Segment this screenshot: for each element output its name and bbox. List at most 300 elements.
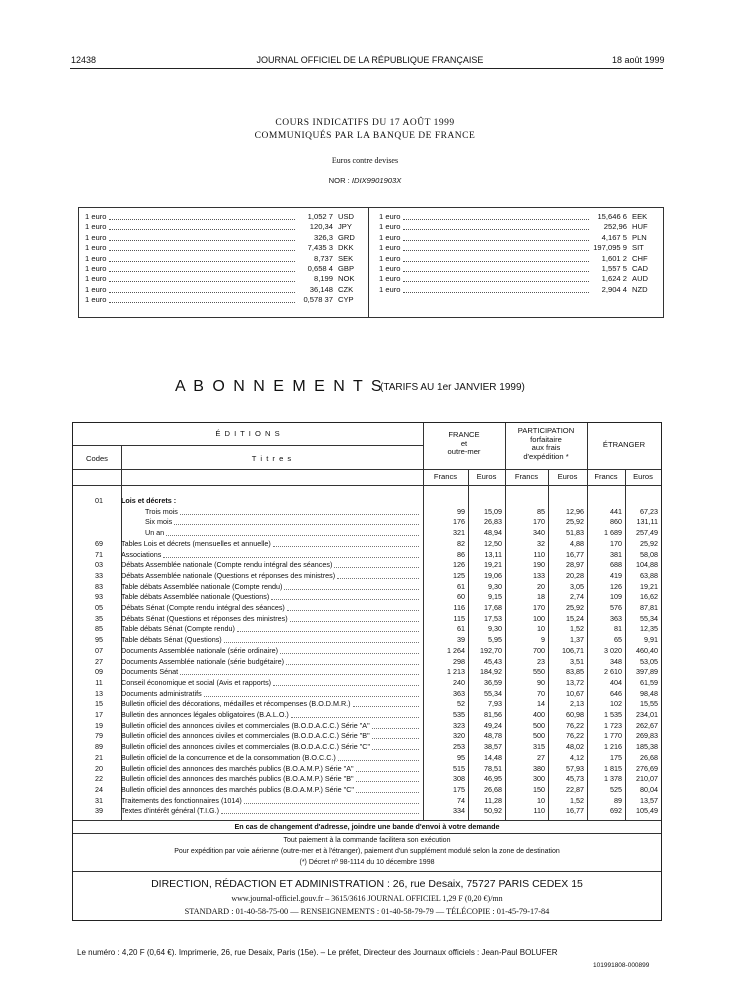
price-e3: 9,91 <box>644 635 658 645</box>
rate-line <box>373 264 659 274</box>
price-f3: 65 <box>614 635 622 645</box>
price-e1: 5,95 <box>488 635 502 645</box>
row-title: Trois mois <box>145 506 178 516</box>
rate-leader <box>109 261 295 262</box>
row-code: 09 <box>95 667 103 677</box>
row-title: Table débats Assemblée nationale (Compte rendu) <box>121 581 283 591</box>
price-e2: 4,88 <box>570 538 584 548</box>
rate-leader <box>109 250 295 251</box>
rate-line <box>373 254 659 264</box>
price-f1: 253 <box>453 742 465 752</box>
row-leader <box>338 760 419 761</box>
table-row <box>73 699 661 709</box>
rate-leader <box>403 219 589 220</box>
rate-leader <box>403 229 589 230</box>
price-e1: 49,24 <box>484 720 502 730</box>
price-e1: 81,56 <box>484 710 502 719</box>
price-f1: 535 <box>453 710 465 719</box>
decree-notice: (*) Décret nº 98-1114 du 10 décembre 1998 <box>299 859 435 866</box>
row-title: Table débats Assemblée nationale (Questions) <box>121 592 270 602</box>
francs-header-3: Francs <box>594 472 618 481</box>
rate-value: 2,904 4 <box>601 284 627 294</box>
price-e2: 25,92 <box>566 603 584 612</box>
rate-value: 4,167 5 <box>601 232 627 242</box>
price-e1: 78,51 <box>484 763 502 773</box>
row-code: 39 <box>95 806 103 816</box>
price-f1: 39 <box>457 635 465 645</box>
price-f1: 176 <box>453 517 465 527</box>
price-f1: 240 <box>453 677 465 687</box>
price-e3: 276,69 <box>636 763 658 773</box>
rate-line <box>79 212 365 222</box>
row-title: Table débats Sénat (Compte rendu) <box>121 624 235 634</box>
rate-currency: NZD <box>632 284 648 294</box>
header-rule <box>70 68 663 69</box>
rate-line <box>373 212 659 222</box>
price-f1: 334 <box>453 806 465 816</box>
price-f2: 27 <box>537 752 545 762</box>
euros-header-1: Euros <box>476 472 497 481</box>
price-f3: 1 770 <box>604 731 622 741</box>
rate-currency: AUD <box>632 274 649 284</box>
rates-divider <box>368 208 369 317</box>
table-row <box>73 624 661 634</box>
price-e2: 2,13 <box>570 699 584 709</box>
price-f2: 500 <box>533 731 545 741</box>
price-e1: 9,30 <box>488 581 502 591</box>
row-title: Débats Sénat (Questions et réponses des ministres) <box>121 613 288 623</box>
row-code: 19 <box>95 720 103 730</box>
price-e1: 11,28 <box>484 795 502 805</box>
price-e2: 22,87 <box>566 784 584 794</box>
row-code: 95 <box>95 635 103 645</box>
price-e2: 76,22 <box>566 720 584 730</box>
price-e2: 12,96 <box>566 506 584 516</box>
table-row <box>73 571 661 581</box>
price-f2: 10 <box>537 795 545 805</box>
price-e1: 19,21 <box>484 560 502 570</box>
price-f2: 190 <box>533 560 545 570</box>
rate-line <box>79 285 365 295</box>
rate-label: 1 euro <box>85 232 107 242</box>
row-leader <box>237 631 419 632</box>
row-title: Conseil économique et social (Avis et rapports) <box>121 677 272 687</box>
row-code: 24 <box>95 784 103 794</box>
price-f2: 170 <box>533 603 545 612</box>
price-e3: 25,92 <box>640 538 658 548</box>
row-title: Bulletin officiel des annonces civiles et commerciales (B.O.D.A.C.C.) Série "A" <box>121 720 370 730</box>
row-code: 79 <box>95 731 103 741</box>
table-row <box>73 646 661 656</box>
table-row <box>73 742 661 752</box>
rate-currency: GBP <box>338 263 355 273</box>
price-e2: 16,77 <box>566 549 584 559</box>
row-code: 33 <box>95 570 103 580</box>
rate-value: 1,052 7 <box>307 212 333 221</box>
rate-line <box>79 274 365 284</box>
rate-label: 1 euro <box>85 253 107 263</box>
price-f1: 86 <box>457 549 465 559</box>
air-shipping-notice: Pour expédition par voie aérienne (outre-mer et à l'étranger), paiement d'un supplément modulé selon la zone de destination <box>174 848 560 855</box>
price-e2: 15,24 <box>566 613 584 623</box>
price-f2: 20 <box>537 581 545 591</box>
price-e1: 7,93 <box>488 699 502 709</box>
rate-line <box>373 274 659 284</box>
price-e2: 13,72 <box>566 677 584 687</box>
price-f3: 646 <box>610 688 622 698</box>
price-f3: 170 <box>610 538 622 548</box>
rate-value: 15,646 6 <box>597 212 627 221</box>
row-title: Textes d'intérêt général (T.I.G.) <box>121 806 220 816</box>
rate-value: 1,624 2 <box>601 274 627 284</box>
row-leader <box>180 674 419 675</box>
table-row <box>73 667 661 677</box>
rate-value: 120,34 <box>309 222 333 232</box>
price-f2: 500 <box>533 720 545 730</box>
price-f2: 110 <box>533 549 545 559</box>
table-row <box>73 517 661 527</box>
price-f1: 1 213 <box>447 667 465 677</box>
price-f1: 1 264 <box>447 645 465 655</box>
price-f1: 99 <box>457 506 465 516</box>
price-f2: 90 <box>537 677 545 687</box>
rate-line <box>373 285 659 295</box>
row-leader <box>163 557 419 558</box>
rate-leader <box>109 240 295 241</box>
rate-leader <box>403 261 589 262</box>
price-f1: 298 <box>453 656 465 666</box>
price-e3: 26,68 <box>640 752 658 762</box>
price-f3: 81 <box>614 624 622 634</box>
table-row <box>73 539 661 549</box>
row-title: Table débats Sénat (Questions) <box>121 635 222 645</box>
price-f3: 576 <box>610 603 622 612</box>
table-row <box>73 496 661 506</box>
row-title: Bulletin officiel des annonces des marchés publics (B.O.A.M.P.) Série "A" <box>121 763 354 773</box>
francs-header-2: Francs <box>514 472 539 481</box>
row-leader <box>287 610 419 611</box>
price-f2: 170 <box>533 517 545 527</box>
price-e2: 10,67 <box>566 688 584 698</box>
price-f1: 308 <box>453 774 465 784</box>
euros-header-3: Euros <box>633 472 653 481</box>
price-f2: 10 <box>537 624 545 634</box>
row-code: 69 <box>95 538 103 548</box>
price-e3: 15,55 <box>640 699 658 709</box>
row-leader <box>356 781 419 782</box>
price-f1: 126 <box>453 560 465 570</box>
row-title: Bulletin officiel de la concurrence et de la consommation (B.O.C.C.) <box>121 752 336 762</box>
price-f3: 102 <box>610 699 622 709</box>
rate-value: 252,96 <box>603 222 627 232</box>
price-e2: 4,12 <box>570 752 584 762</box>
editions-rule <box>73 445 423 446</box>
issue-date: 18 août 1999 <box>612 55 665 65</box>
row-code: 31 <box>95 795 103 805</box>
row-code: 83 <box>95 581 103 591</box>
table-row <box>73 721 661 731</box>
rate-currency: PLN <box>632 232 647 242</box>
table-row <box>73 592 661 602</box>
rate-label: 1 euro <box>379 212 401 221</box>
price-f3: 109 <box>610 592 622 602</box>
price-f2: 300 <box>533 774 545 784</box>
editions-header: É D I T I O N S <box>215 429 281 438</box>
row-code: 89 <box>95 742 103 752</box>
units-rule <box>73 485 661 486</box>
row-leader <box>372 728 419 729</box>
price-e2: 83,85 <box>566 667 584 677</box>
row-title: Bulletin officiel des annonces civiles et commerciales (B.O.D.A.C.C.) Série "B" <box>121 731 370 741</box>
price-f2: 85 <box>537 506 545 516</box>
row-title: Lois et décrets : <box>121 496 177 505</box>
rate-leader <box>403 271 589 272</box>
price-f3: 348 <box>610 656 622 666</box>
rate-line <box>79 254 365 264</box>
price-e1: 48,78 <box>484 731 502 741</box>
price-e2: 25,92 <box>566 517 584 527</box>
price-f2: 14 <box>537 699 545 709</box>
rate-line <box>79 295 365 305</box>
price-e3: 19,21 <box>640 581 658 591</box>
price-f1: 515 <box>453 763 465 773</box>
row-leader <box>174 524 419 525</box>
price-e1: 13,11 <box>484 549 502 559</box>
header-bottom-rule <box>73 469 661 470</box>
price-f3: 1 689 <box>604 528 622 538</box>
price-e3: 67,23 <box>640 506 658 516</box>
table-row <box>73 689 661 699</box>
price-e1: 184,92 <box>480 667 502 677</box>
rate-label: 1 euro <box>379 263 401 273</box>
price-e2: 3,05 <box>570 581 584 591</box>
price-e3: 269,83 <box>636 731 658 741</box>
price-e1: 55,34 <box>484 688 502 698</box>
price-e1: 26,68 <box>484 784 502 794</box>
rate-label: 1 euro <box>85 284 107 294</box>
rate-leader <box>109 302 295 303</box>
nor-value: IDIX9901903X <box>351 176 402 185</box>
price-e2: 76,22 <box>566 731 584 741</box>
price-e3: 234,01 <box>636 710 658 719</box>
price-e2: 1,52 <box>570 624 584 634</box>
row-leader <box>372 738 419 739</box>
row-code: 21 <box>95 752 103 762</box>
row-code: 15 <box>95 699 103 709</box>
rate-label: 1 euro <box>85 243 107 253</box>
row-leader <box>204 696 419 697</box>
row-title: Documents Assemblée nationale (série ordinaire) <box>121 645 279 655</box>
price-e3: 131,11 <box>636 517 658 527</box>
price-e3: 397,89 <box>636 667 658 677</box>
price-f3: 1 723 <box>604 720 622 730</box>
price-f3: 2 610 <box>604 667 622 677</box>
row-leader <box>334 567 419 568</box>
rate-currency: NOK <box>338 274 355 284</box>
rate-leader <box>403 292 589 293</box>
rate-value: 0,658 4 <box>307 263 333 273</box>
price-e2: 48,02 <box>566 742 584 752</box>
price-f1: 60 <box>457 592 465 602</box>
row-title: Tables Lois et décrets (mensuelles et annuelle) <box>121 538 271 548</box>
rate-currency: SEK <box>338 253 354 263</box>
subscription-table <box>72 422 662 921</box>
price-e2: 1,52 <box>570 795 584 805</box>
page-number: 12438 <box>71 55 97 65</box>
row-title: Bulletin officiel des décorations, médailles et récompenses (B.O.D.M.R.) <box>121 699 351 709</box>
row-code: 27 <box>95 656 103 666</box>
price-e3: 105,49 <box>636 806 658 816</box>
table-row <box>73 560 661 570</box>
rate-leader <box>109 292 295 293</box>
table-row <box>73 774 661 784</box>
journal-title: JOURNAL OFFICIEL DE LA RÉPUBLIQUE FRANÇAISE <box>256 55 484 65</box>
row-code: 35 <box>95 613 103 623</box>
contact-numbers: STANDARD : 01-40-58-75-00 — RENSEIGNEMENTS : 01-40-58-79-79 — TÉLÉCOPIE : 01-45-79-17-84 <box>184 907 550 916</box>
price-f1: 61 <box>457 624 465 634</box>
rate-label: 1 euro <box>85 222 107 232</box>
price-f2: 315 <box>533 742 545 752</box>
price-e1: 9,15 <box>488 592 502 602</box>
rates-right-column <box>373 212 659 295</box>
price-f1: 320 <box>453 731 465 741</box>
row-leader <box>244 803 419 804</box>
row-code: 11 <box>95 677 103 687</box>
row-code: 07 <box>95 645 103 655</box>
table-row <box>73 806 661 816</box>
rate-label: 1 euro <box>379 232 401 242</box>
rate-value: 326,3 <box>313 232 333 242</box>
price-f2: 380 <box>533 763 545 773</box>
table-row <box>73 614 661 624</box>
price-f1: 115 <box>453 613 465 623</box>
price-e1: 15,09 <box>484 506 502 516</box>
price-e2: 1,37 <box>570 635 584 645</box>
nor-reference <box>180 176 550 185</box>
exchange-rates-box <box>78 207 664 318</box>
row-code: 05 <box>95 603 103 612</box>
row-leader <box>180 514 419 515</box>
price-f3: 89 <box>614 795 622 805</box>
price-e3: 80,04 <box>640 784 658 794</box>
rate-line <box>79 243 365 253</box>
rate-currency: DKK <box>338 243 354 253</box>
table-row <box>73 710 661 720</box>
price-f2: 9 <box>541 635 545 645</box>
table-row <box>73 796 661 806</box>
table-row <box>73 528 661 538</box>
price-e3: 257,49 <box>636 528 658 538</box>
price-e3: 53,05 <box>640 656 658 666</box>
price-e3: 55,34 <box>640 613 658 623</box>
rate-currency: JPY <box>338 222 352 232</box>
price-f2: 23 <box>537 656 545 666</box>
price-e1: 17,53 <box>484 613 502 623</box>
row-title: Bulletin officiel des annonces des marchés publics (B.O.A.M.P.) Série "C" <box>121 784 354 794</box>
etranger-header: ÉTRANGER <box>602 440 646 449</box>
rate-line <box>373 233 659 243</box>
rate-leader <box>403 281 589 282</box>
price-f3: 441 <box>610 506 622 516</box>
row-title: Débats Assemblée nationale (Compte rendu intégral des séances) <box>121 560 333 570</box>
price-f1: 175 <box>453 784 465 794</box>
price-f1: 95 <box>457 752 465 762</box>
row-title: Un an <box>145 528 165 538</box>
price-e1: 38,57 <box>484 742 502 752</box>
price-f1: 74 <box>457 795 465 805</box>
price-e3: 13,57 <box>640 795 658 805</box>
rate-value: 7,435 3 <box>307 243 333 253</box>
price-f3: 381 <box>610 549 622 559</box>
rate-currency: HUF <box>632 222 648 232</box>
rate-leader <box>403 250 589 251</box>
price-f2: 110 <box>533 806 545 816</box>
row-title: Traitements des fonctionnaires (1014) <box>121 795 242 805</box>
rate-label: 1 euro <box>379 222 401 232</box>
price-f1: 52 <box>457 699 465 709</box>
rate-label: 1 euro <box>85 295 107 305</box>
price-f1: 321 <box>453 528 465 538</box>
price-f1: 323 <box>453 720 465 730</box>
row-leader <box>224 642 419 643</box>
price-f3: 688 <box>610 560 622 570</box>
price-f2: 100 <box>533 613 545 623</box>
price-e3: 87,81 <box>640 603 658 612</box>
price-e3: 63,88 <box>640 570 658 580</box>
price-f3: 126 <box>610 581 622 591</box>
francs-header-1: Francs <box>433 472 458 481</box>
row-code: 17 <box>95 710 103 719</box>
rate-value: 8,737 <box>313 253 333 263</box>
price-f1: 61 <box>457 581 465 591</box>
participation-header: PARTICIPATION forfaitaire aux frais d'expédition * <box>517 426 575 461</box>
price-f2: 700 <box>533 645 545 655</box>
rate-leader <box>109 219 295 220</box>
price-f3: 3 020 <box>604 645 622 655</box>
price-f3: 175 <box>610 752 622 762</box>
row-title: Débats Assemblée nationale (Questions et réponses des ministres) <box>121 570 336 580</box>
price-e1: 36,59 <box>484 677 502 687</box>
row-leader <box>291 717 419 718</box>
rate-label: 1 euro <box>379 274 401 284</box>
rate-currency: CYP <box>338 295 354 305</box>
price-e2: 20,28 <box>566 570 584 580</box>
row-leader <box>353 706 419 707</box>
price-e1: 50,92 <box>484 806 502 816</box>
rate-line <box>79 222 365 232</box>
price-e1: 14,48 <box>484 752 502 762</box>
row-leader <box>284 589 419 590</box>
direction-rule <box>73 871 661 872</box>
price-f2: 133 <box>533 570 545 580</box>
price-e3: 460,40 <box>636 645 658 655</box>
row-leader <box>280 653 419 654</box>
price-e1: 46,95 <box>484 774 502 784</box>
rate-label: 1 euro <box>85 274 107 284</box>
price-f2: 18 <box>537 592 545 602</box>
price-e3: 98,48 <box>640 688 658 698</box>
row-title: Documents Sénat <box>121 667 179 677</box>
table-row <box>73 603 661 613</box>
abonnements-title: A B O N N E M E N T S <box>175 378 384 395</box>
rate-currency: CAD <box>632 263 649 273</box>
price-e2: 2,74 <box>570 592 584 602</box>
price-f2: 70 <box>537 688 545 698</box>
row-leader <box>286 664 419 665</box>
price-f1: 125 <box>453 570 465 580</box>
cours-title-2: COMMUNIQUÉS PAR LA BANQUE DE FRANCE <box>254 131 476 141</box>
price-f2: 150 <box>533 784 545 794</box>
